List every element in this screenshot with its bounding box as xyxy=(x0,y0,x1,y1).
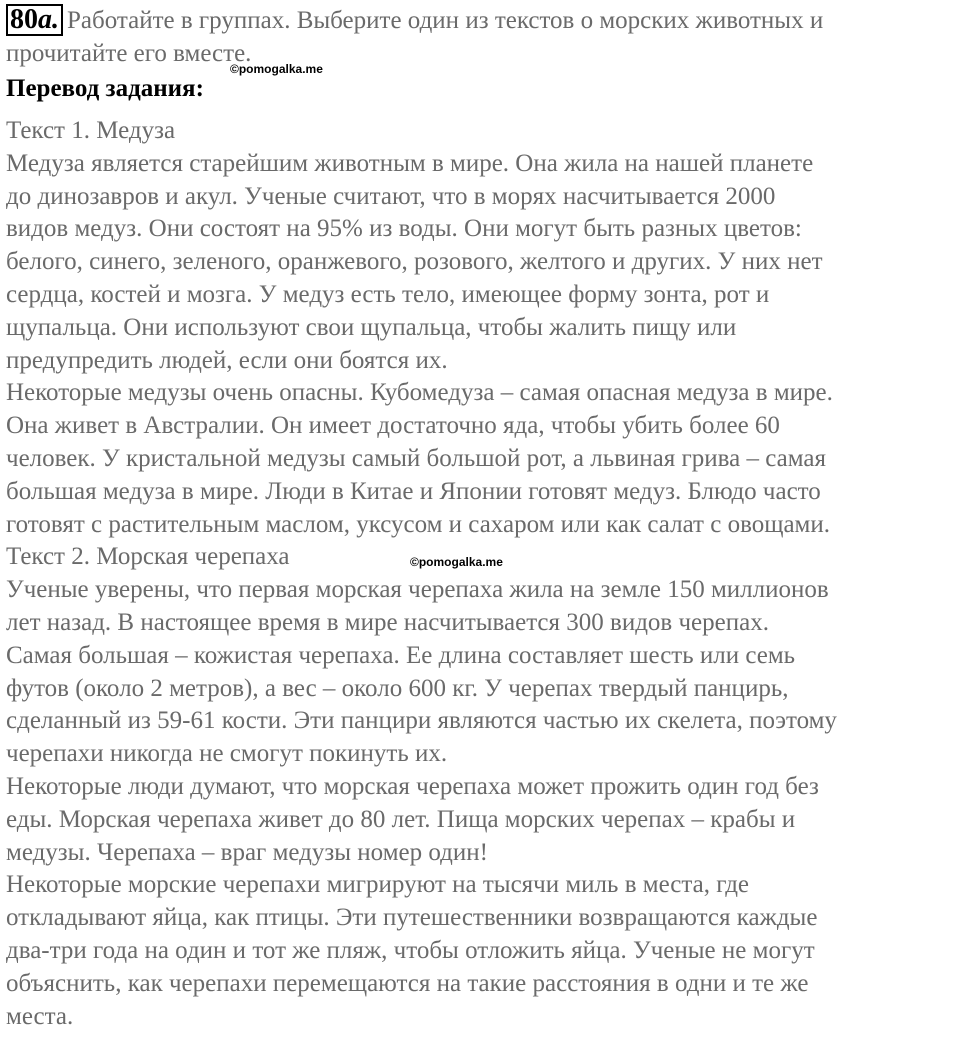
text-line: сделанный из 59-61 кости. Эти панцири являются частью их скелета, поэтому xyxy=(6,707,837,735)
watermark: ©pomogalka.me xyxy=(230,62,323,76)
text-line: предупредить людей, если они боятся их. xyxy=(6,346,448,374)
task-letter: a. xyxy=(38,4,59,35)
text-heading-jellyfish: Текст 1. Медуза xyxy=(6,117,176,144)
text-line: Некоторые медузы очень опасны. Кубомедуза – самая опасная медуза в мире. xyxy=(6,379,833,407)
text-heading-sea-turtle: Текст 2. Морская черепаха xyxy=(6,543,290,571)
translation-text xyxy=(6,115,958,1033)
text-line: откладывают яйца, как птицы. Эти путешественники возвращаются каждые xyxy=(6,904,818,932)
text-line: еды. Морская черепаха живет до 80 лет. Пища морских черепах – крабы и xyxy=(6,805,796,833)
text-line: до динозавров и акул. Ученые считают, что в морях насчитывается 2000 xyxy=(6,182,776,210)
text-line: Ученые уверены, что первая морская черепаха жила на земле 150 миллионов xyxy=(6,576,829,604)
text-line: Она живет в Австралии. Он имеет достаточно яда, чтобы убить более 60 xyxy=(6,412,780,440)
text-line: человек. У кристальной медузы самый большой рот, а львиная грива – самая xyxy=(6,444,826,472)
text-line: Самая большая – кожистая черепаха. Ее длина составляет шесть или семь xyxy=(6,641,796,669)
text-line: щупальца. Они используют свои щупальца, чтобы жалить пищу или xyxy=(6,313,737,341)
text-line: Медуза является старейшим животным в мире. Она жила на нашей планете xyxy=(6,149,814,177)
watermark: ©pomogalka.me xyxy=(410,555,503,569)
text-line: черепахи никогда не смогут покинуть их. xyxy=(6,740,448,768)
text-line: объяснить, как черепахи перемещаются на такие расстояния в одни и те же xyxy=(6,969,809,997)
text-line: видов медуз. Они состоят на 95% из воды. Они могут быть разных цветов: xyxy=(6,215,802,243)
text-line: два-три года на один и тот же пляж, чтобы отложить яйца. Ученые не могут xyxy=(6,936,815,964)
text-line: большая медуза в мире. Люди в Китае и Японии готовят медуз. Блюдо часто xyxy=(6,477,821,505)
text-line: лет назад. В настоящее время в мире насчитывается 300 видов черепах. xyxy=(6,608,769,636)
task-instruction-line2: прочитайте его вместе. xyxy=(6,40,252,67)
task-header xyxy=(6,4,956,70)
text-line: футов (около 2 метров), а вес – около 600 кг. У черепах твердый панцирь, xyxy=(6,674,789,702)
text-line: медузы. Черепаха – враг медузы номер один! xyxy=(6,838,488,866)
text-line: Некоторые морские черепахи мигрируют на тысячи миль в места, где xyxy=(6,871,750,899)
text-line: места. xyxy=(6,1002,74,1030)
task-number: 80 xyxy=(10,4,38,35)
task-instruction-line1: Работайте в группах. Выберите один из текстов о морских животных и xyxy=(67,7,824,34)
text-line: сердца, костей и мозга. У медуз есть тело, имеющее форму зонта, рот и xyxy=(6,280,770,308)
task-number-box xyxy=(6,4,63,36)
text-line: Некоторые люди думают, что морская черепаха может прожить один год без xyxy=(6,772,819,800)
text-line: белого, синего, зеленого, оранжевого, розового, желтого и других. У них нет xyxy=(6,248,823,276)
text-line: готовят с растительным маслом, уксусом и сахаром или как салат с овощами. xyxy=(6,510,830,538)
translation-title: Перевод задания: xyxy=(6,75,204,102)
